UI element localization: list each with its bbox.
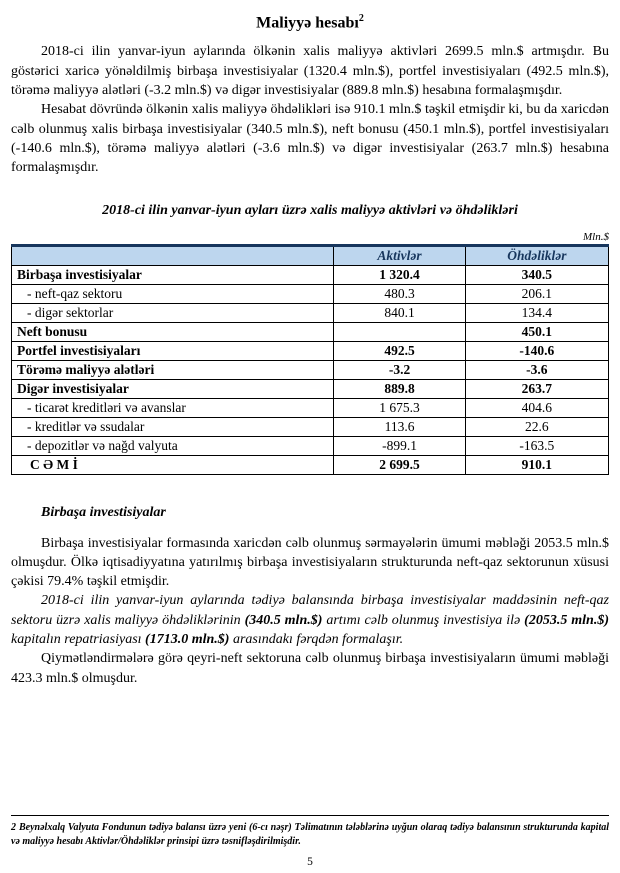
table-row: [12, 436, 609, 455]
row-aktivler-value: -899.1: [334, 436, 465, 455]
header-empty-cell: [12, 245, 334, 265]
row-aktivler-value: 1 320.4: [334, 265, 465, 284]
paragraph-4: [11, 591, 609, 649]
paragraph-4-segment: 2018-ci ilin yanvar-iyun aylarında tədiyə balansında birbaşa investisiyalar maddəsinin neft-qaz sektoru üzrə xalis maliyyə öhdəliklərinin: [11, 593, 609, 628]
paragraph-5: Qiymətləndirmələrə görə qeyri-neft sektoruna cəlb olunmuş birbaşa investisiyaların ümumi məbləği 423.3 mln.$ olmuşdur.: [11, 651, 609, 686]
row-label: - neft-qaz sektoru: [12, 284, 334, 303]
table-total-row: [12, 455, 609, 474]
paragraph-4-segment: artımı cəlb olunmuş investisiya ilə: [322, 612, 525, 628]
table-row: [12, 284, 609, 303]
paragraph-4-bold-amount: (1713.0 mln.$): [145, 632, 230, 648]
title-footnote-reference: 2: [358, 13, 364, 24]
row-label: - digər sektorlar: [12, 303, 334, 322]
row-label: - depozitlər və nağd valyuta: [12, 436, 334, 455]
row-aktivler-value: 889.8: [334, 379, 465, 398]
table-header-row: [12, 245, 609, 265]
row-label: Neft bonusu: [12, 322, 334, 341]
table-row: [12, 360, 609, 379]
row-label: - kreditlər və ssudalar: [12, 417, 334, 436]
row-label: C Ə M İ: [12, 455, 334, 474]
table-row: [12, 341, 609, 360]
row-label: Törəmə maliyyə alətləri: [12, 360, 334, 379]
financial-table: [11, 244, 609, 475]
row-ohdelikler-value: 134.4: [465, 303, 608, 322]
table-row: [12, 322, 609, 341]
footnote-marker: 2: [11, 822, 16, 833]
table-row: [12, 265, 609, 284]
table-row: [12, 379, 609, 398]
row-ohdelikler-value: 404.6: [465, 398, 608, 417]
table-row: [12, 303, 609, 322]
row-ohdelikler-value: 450.1: [465, 322, 608, 341]
paragraph-4-segment: kapitalın repatriasiyası: [11, 632, 146, 648]
table-title: 2018-ci ilin yanvar-iyun ayları üzrə xalis maliyyə aktivləri və öhdəlikləri: [102, 202, 518, 218]
paragraph-4-bold-amount: (2053.5 mln.$): [524, 612, 610, 628]
row-aktivler-value: 1 675.3: [334, 398, 465, 417]
row-label: - ticarət kreditləri və avanslar: [12, 398, 334, 417]
header-ohdelikler: Öhdəliklər: [465, 245, 608, 265]
row-aktivler-value: 840.1: [334, 303, 465, 322]
row-aktivler-value: 480.3: [334, 284, 465, 303]
row-ohdelikler-value: 340.5: [465, 265, 608, 284]
row-label: Portfel investisiyaları: [12, 341, 334, 360]
footnote: [11, 815, 609, 848]
page-number: 5: [307, 856, 313, 868]
row-ohdelikler-value: 910.1: [465, 455, 608, 474]
row-ohdelikler-value: -163.5: [465, 436, 608, 455]
page-title-text: Maliyyə hesabı: [256, 14, 359, 32]
row-aktivler-value: 2 699.5: [334, 455, 465, 474]
row-aktivler-value: 492.5: [334, 341, 465, 360]
paragraph-2: Hesabat dövründə ölkənin xalis maliyyə öhdəlikləri isə 910.1 mln.$ təşkil etmişdir ki, bu da xaricdən cəlb olunmuş xalis birbaşa investisiyalar (340.5 mln.$), neft bonusu (450.1 mln.$), portfel investisiyaları (-140.6 mln.$), törəmə maliyyə alətləri (-3.6 mln.$) və digər investisiyalar (263.7 mln.$) hesabına formalaşmışdır.: [11, 102, 609, 176]
paragraph-3: Birbaşa investisiyalar formasında xaricdən cəlb olunmuş sərmayələrin ümumi məbləği 2053.5 mln.$ olmuşdur. Ölkə iqtisadiyyatına yatırılmış birbaşa investisiyaların strukturunda neft-qaz sektorunun xüsusi çəkisi 79.4% təşkil etmişdir.: [11, 535, 609, 590]
paragraph-1: 2018-ci ilin yanvar-iyun aylarında ölkənin xalis maliyyə aktivləri 2699.5 mln.$ artmışdır. Bu göstərici xaricə yönəldilmiş birbaşa investisiyalar (1320.4 mln.$), portfel investisiyaları (492.5 mln.$), törəmə maliyyə alətləri (-3.2 mln.$) və digər investisiyalar (889.8 mln.$) hesabına formalaşmışdır.: [11, 44, 609, 98]
table-row: [12, 398, 609, 417]
unit-label: Mln.$: [583, 230, 609, 243]
table-row: [12, 417, 609, 436]
row-ohdelikler-value: -3.6: [465, 360, 608, 379]
header-aktivler: Aktivlər: [334, 245, 465, 265]
page-title: [11, 13, 609, 32]
row-aktivler-value: 113.6: [334, 417, 465, 436]
row-label: Birbaşa investisiyalar: [12, 265, 334, 284]
paragraph-4-bold-amount: (340.5 mln.$): [244, 612, 323, 628]
row-aktivler-value: [334, 322, 465, 341]
row-ohdelikler-value: 206.1: [465, 284, 608, 303]
row-ohdelikler-value: -140.6: [465, 341, 608, 360]
footnote-text: Beynəlxalq Valyuta Fondunun tədiyə balansı üzrə yeni (6-cı nəşr) Təlimatının tələblərinə uyğun olaraq tədiyə balansının strukturunda kapital və maliyyə hesabı Aktivlər/Öhdəliklər prinsipi üzrə təsnifləşdirilmişdir.: [11, 822, 609, 847]
row-ohdelikler-value: 22.6: [465, 417, 608, 436]
paragraph-4-segment: arasındakı fərqdən formalaşır.: [229, 632, 404, 648]
row-label: Digər investisiyalar: [12, 379, 334, 398]
row-aktivler-value: -3.2: [334, 360, 465, 379]
section-heading-birbasa-investisiyalar: Birbaşa investisiyalar: [41, 504, 166, 520]
row-ohdelikler-value: 263.7: [465, 379, 608, 398]
